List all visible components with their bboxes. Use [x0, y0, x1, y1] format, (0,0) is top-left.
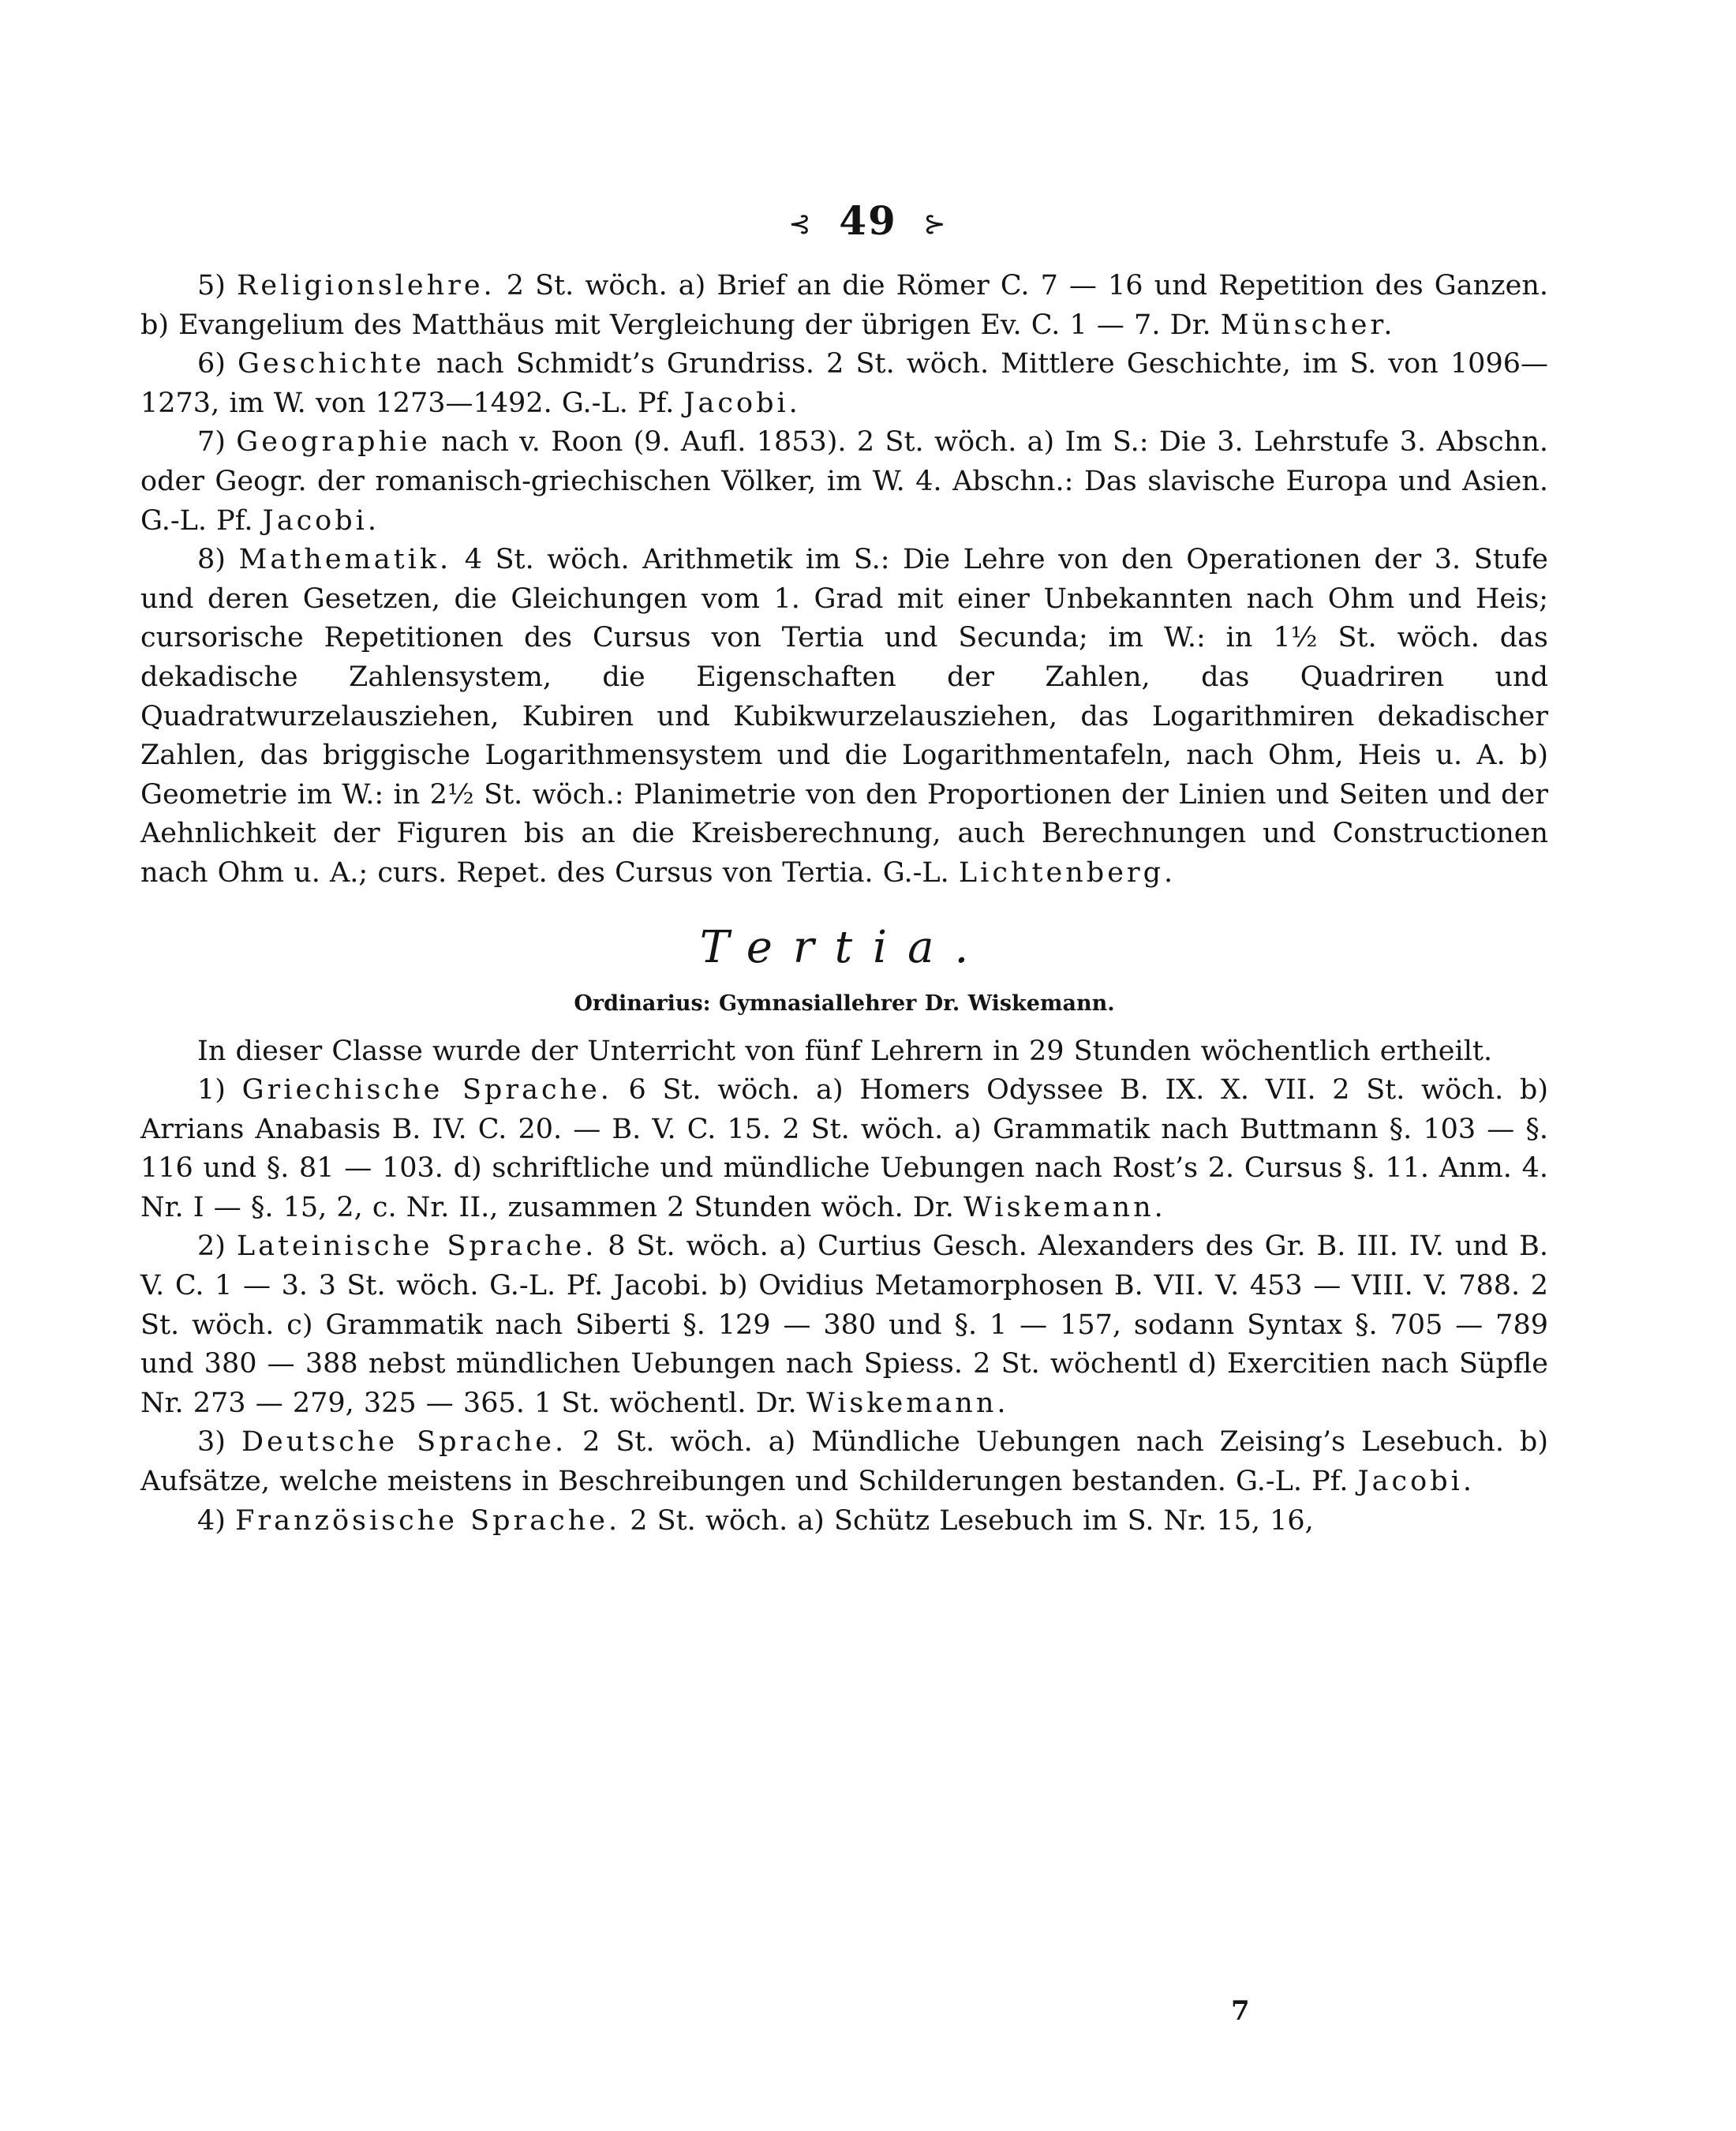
secunda-item-religion — [140, 267, 1548, 345]
secunda-item-mathematik — [140, 541, 1548, 893]
item-subject: Französische Sprache. — [235, 1504, 621, 1537]
section-title-tertia: Tertia. — [699, 921, 990, 973]
ornament-left-icon: ⊰ — [788, 208, 813, 240]
item-number: 8) — [197, 544, 226, 576]
item-subject: Religionslehre. — [237, 270, 496, 301]
item-teacher: Wiskemann. — [806, 1387, 1009, 1419]
item-number: 7) — [197, 426, 226, 459]
item-subject: Deutsche Sprache. — [241, 1426, 567, 1459]
ordinarius-line: Ordinarius: Gymnasiallehrer Dr. Wiskemann. — [574, 991, 1115, 1016]
item-text: nach v. Roon (9. Aufl. 1853). 2 St. wöch. a) Im S.: Die 3. Lehrstufe 3. Abschn. oder Geogr. der romanisch-griechischen Völker, im W. 4. Abschn.: Das slavische Europa und Asien. G.-L. Pf. — [140, 426, 1548, 537]
item-teacher: Wiskemann. — [963, 1191, 1166, 1223]
item-text: 8 St. wöch. a) Curtius Gesch. Alexanders des Gr. B. III. IV. und B. V. C. 1 — 3. 3 St. wöch. G.-L. Pf. Jacobi. b) Ovidius Metamorphosen B. VII. V. 453 — VIII. V. 788. 2 St. wöch. c) Grammatik nach Siberti §. 129 — 380 und §. 1 — 157, sodann Syntax §. 705 — 789 und 380 — 388 nebst mündlichen Uebungen nach Spiess. 2 St. wöchentl d) Exercitien nach Süpfle Nr. 273 — 279, 325 — 365. 1 St. wöchentl. Dr. — [140, 1230, 1548, 1419]
signature-mark: 7 — [1231, 1995, 1250, 2027]
item-number: 4) — [197, 1504, 226, 1537]
ornament-right-icon: ⊱ — [923, 208, 948, 240]
tertia-item-deutsch — [140, 1423, 1548, 1501]
secunda-item-geographie — [140, 423, 1548, 541]
item-text: 2 St. wöch. a) Schütz Lesebuch im S. Nr. 15, 16, — [620, 1504, 1314, 1537]
item-subject: Lateinische Sprache. — [236, 1230, 597, 1263]
item-subject: Geschichte — [238, 348, 425, 380]
tertia-item-latein — [140, 1227, 1548, 1423]
item-number: 1) — [197, 1074, 226, 1107]
item-text: 4 St. wöch. Arithmetik im S.: Die Lehre von den Operationen der 3. Stufe und deren Gesetzen, die Gleichungen vom 1. Grad mit einer Unbekannten nach Ohm und Heis; cursorische Repetitionen des Cursus von Tertia und Secunda; im W.: in 1½ St. wöch. das dekadische Zahlensystem, die Eigenschaften der Zahlen, das Quadriren und Quadratwurzelausziehen, Kubiren und Kubikwurzelausziehen, das Logarithmiren dekadischer Zahlen, das briggische Logarithmensystem und die Logarithmentafeln, nach Ohm, Heis u. A. b) Geometrie im W.: in 2½ St. wöch.: Planimetrie von den Proportionen der Linien und Seiten und der Aehnlichkeit der Figuren bis an die Kreisberechnung, auch Berechnungen und Constructionen nach Ohm u. A.; curs. Repet. des Cursus von Tertia. G.-L. — [140, 544, 1548, 889]
item-teacher: Lichtenberg. — [958, 856, 1177, 889]
page-number: 49 — [839, 197, 897, 244]
item-text: 2 St. wöch. a) Brief an die Römer C. 7 — 16 und Repetition des Ganzen. b) Evangelium des Matthäus mit Vergleichung der übrigen Ev. C. 1 — 7. Dr. — [140, 270, 1548, 341]
body-text — [140, 267, 1548, 1541]
item-text: 6 St. wöch. a) Homers Odyssee B. IX. X. VII. 2 St. wöch. b) Arrians Anabasis B. IV. C. 20. — B. V. C. 15. 2 St. wöch. a) Grammatik nach Buttmann §. 103 — §. 116 und §. 81 — 103. d) schriftliche und mündliche Uebungen nach Rost’s 2. Cursus §. 11. Anm. 4. Nr. I — §. 15, 2, c. Nr. II., zusammen 2 Stunden wöch. Dr. — [140, 1074, 1548, 1223]
item-number: 2) — [197, 1230, 226, 1263]
item-number: 6) — [197, 348, 226, 380]
item-number: 3) — [197, 1426, 226, 1459]
item-text: nach Schmidt’s Grundriss. 2 St. wöch. Mittlere Geschichte, im S. von 1096—1273, im W. von 1273—1492. G.-L. Pf. — [140, 348, 1548, 419]
tertia-item-franzoesisch — [140, 1502, 1548, 1541]
item-number: 5) — [197, 270, 226, 301]
item-teacher: Jacobi. — [262, 504, 380, 537]
item-subject: Mathematik. — [238, 544, 452, 576]
item-teacher: Münscher. — [1220, 309, 1396, 341]
item-teacher: Jacobi. — [683, 387, 801, 419]
tertia-intro: In dieser Classe wurde der Unterricht von fünf Lehrern in 29 Stunden wöchentlich ertheilt. — [197, 1035, 1493, 1067]
item-subject: Griechische Sprache. — [241, 1074, 612, 1107]
item-subject: Geographie — [236, 426, 431, 459]
item-teacher: Jacobi. — [1357, 1466, 1475, 1498]
tertia-item-griechisch — [140, 1071, 1548, 1227]
secunda-item-geschichte — [140, 345, 1548, 423]
page-header — [0, 197, 1736, 244]
item-text: 2 St. wöch. a) Mündliche Uebungen nach Zeising’s Lesebuch. b) Aufsätze, welche meistens in Beschreibungen und Schilderungen bestanden. G.-L. Pf. — [140, 1426, 1548, 1498]
